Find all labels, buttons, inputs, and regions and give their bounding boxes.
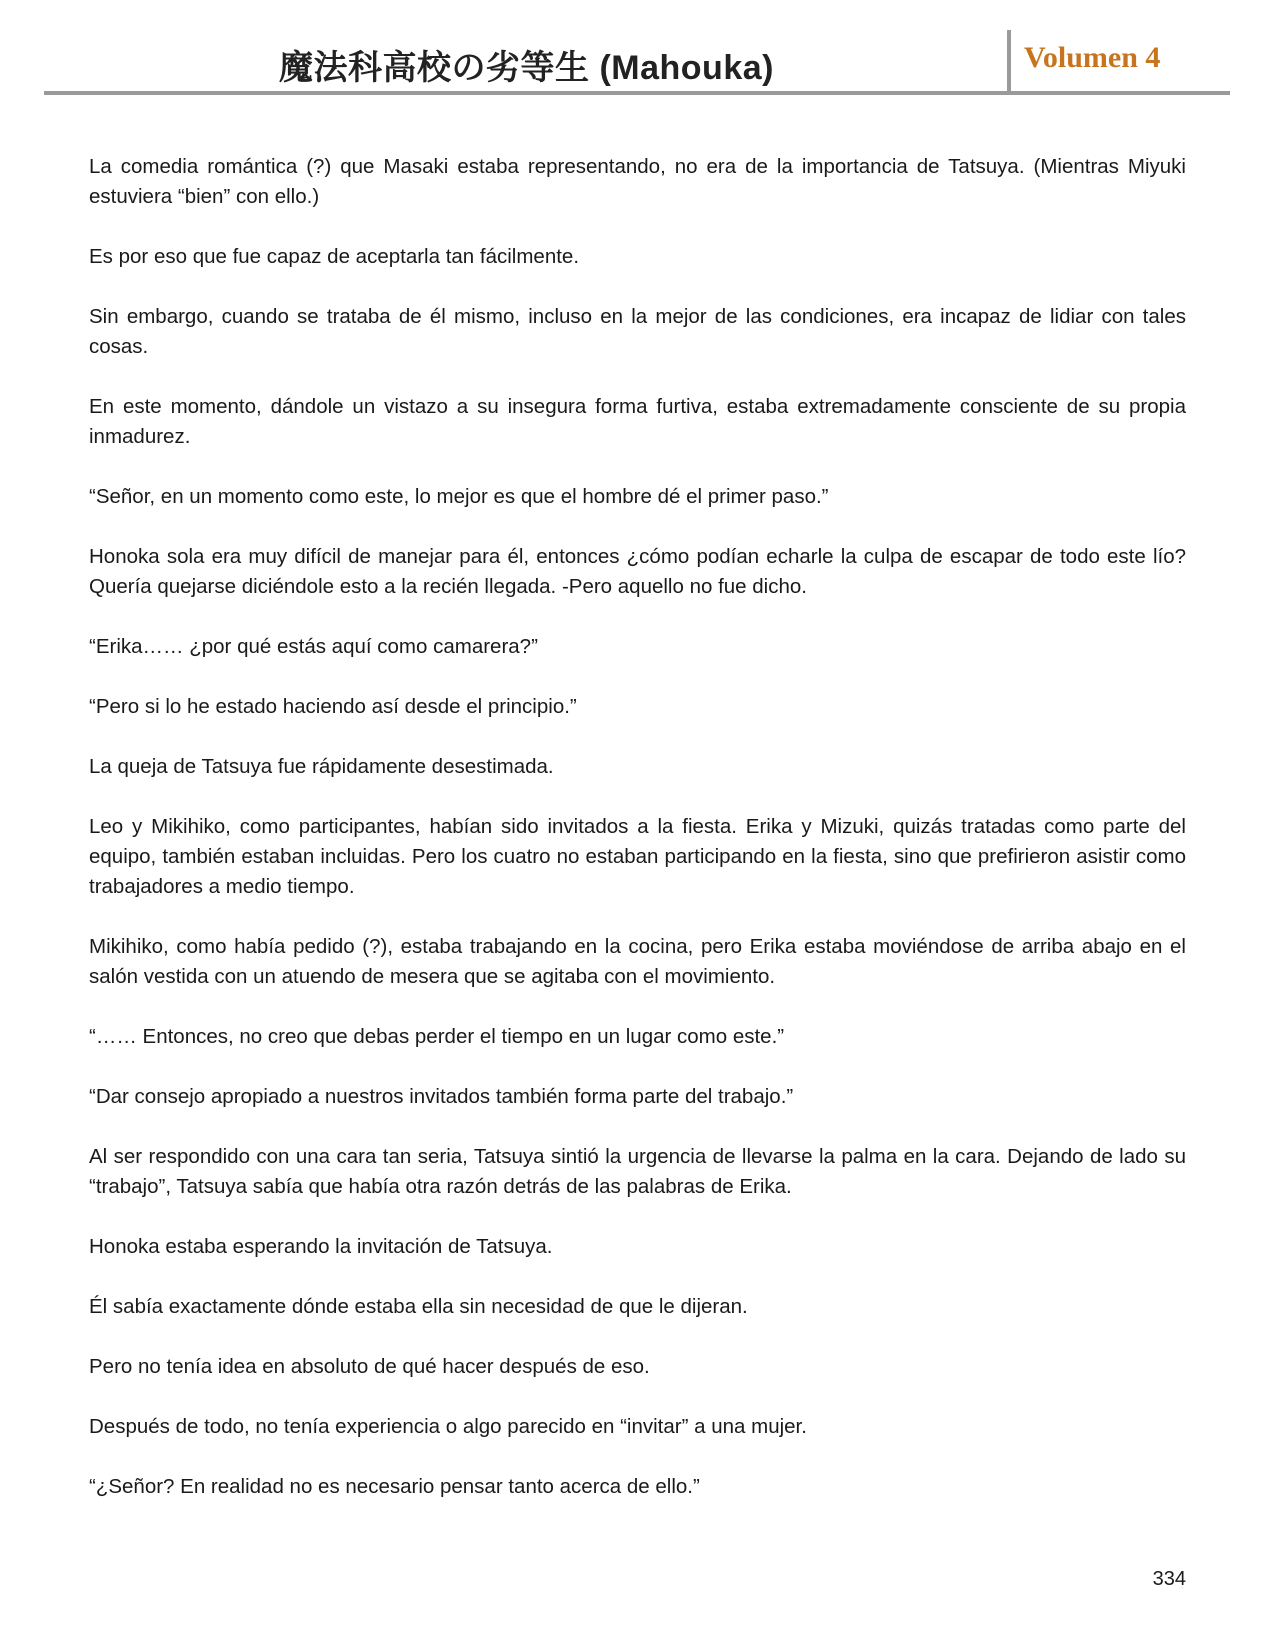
paragraph: “Erika…… ¿por qué estás aquí como camarera?”	[89, 635, 538, 658]
paragraph: “¿Señor? En realidad no es necesario pensar tanto acerca de ello.”	[89, 1475, 700, 1498]
page-header	[44, 28, 1230, 94]
paragraph: “Dar consejo apropiado a nuestros invitados también forma parte del trabajo.”	[89, 1085, 794, 1108]
paragraph: Honoka estaba esperando la invitación de Tatsuya.	[89, 1235, 553, 1258]
paragraph: “Pero si lo he estado haciendo así desde el principio.”	[89, 695, 577, 718]
header-divider	[1007, 30, 1011, 92]
book-title: 魔法科高校の劣等生 (Mahouka)	[279, 49, 774, 87]
paragraph: “…… Entonces, no creo que debas perder el tiempo en un lugar como este.”	[89, 1025, 785, 1048]
paragraph: Después de todo, no tenía experiencia o algo parecido en “invitar” a una mujer.	[89, 1415, 807, 1438]
page-body	[89, 152, 1186, 1532]
paragraph: Es por eso que fue capaz de aceptarla tan fácilmente.	[89, 245, 580, 268]
paragraph: “Señor, en un momento como este, lo mejor es que el hombre dé el primer paso.”	[89, 485, 829, 508]
paragraph: La comedia romántica (?) que Masaki estaba representando, no era de la importancia de Tatsuya. (Mientras Miyuki estuviera “bien” con ello.)	[89, 155, 1186, 208]
paragraph: Mikihiko, como había pedido (?), estaba trabajando en la cocina, pero Erika estaba moviéndose de arriba abajo en el salón vestida con un atuendo de mesera que se agitaba con el movimiento.	[89, 935, 1186, 988]
paragraph: Al ser respondido con una cara tan seria, Tatsuya sintió la urgencia de llevarse la palma en la cara. Dejando de lado su “trabajo”, Tatsuya sabía que había otra razón detrás de las palabras de Erika.	[89, 1145, 1186, 1198]
paragraph: Leo y Mikihiko, como participantes, habían sido invitados a la fiesta. Erika y Mizuki, quizás tratadas como parte del equipo, también estaban incluidas. Pero los cuatro no estaban participando en la fiesta, sino que prefirieron asistir como trabajadores a medio tiempo.	[89, 815, 1186, 898]
paragraph: Pero no tenía idea en absoluto de qué hacer después de eso.	[89, 1355, 650, 1378]
page-number: 334	[1152, 1568, 1186, 1590]
paragraph: En este momento, dándole un vistazo a su insegura forma furtiva, estaba extremadamente consciente de su propia inmadurez.	[89, 395, 1186, 448]
paragraph: Sin embargo, cuando se trataba de él mismo, incluso en la mejor de las condiciones, era incapaz de lidiar con tales cosas.	[89, 305, 1186, 358]
paragraph: Él sabía exactamente dónde estaba ella sin necesidad de que le dijeran.	[89, 1295, 748, 1318]
paragraph: Honoka sola era muy difícil de manejar para él, entonces ¿cómo podían echarle la culpa de escapar de todo este lío? Quería quejarse diciéndole esto a la recién llegada. -Pero aquello no fue dicho.	[89, 545, 1186, 598]
volume-label: Volumen 4	[1024, 41, 1161, 74]
paragraph: La queja de Tatsuya fue rápidamente desestimada.	[89, 755, 554, 778]
header-rule	[44, 91, 1230, 95]
